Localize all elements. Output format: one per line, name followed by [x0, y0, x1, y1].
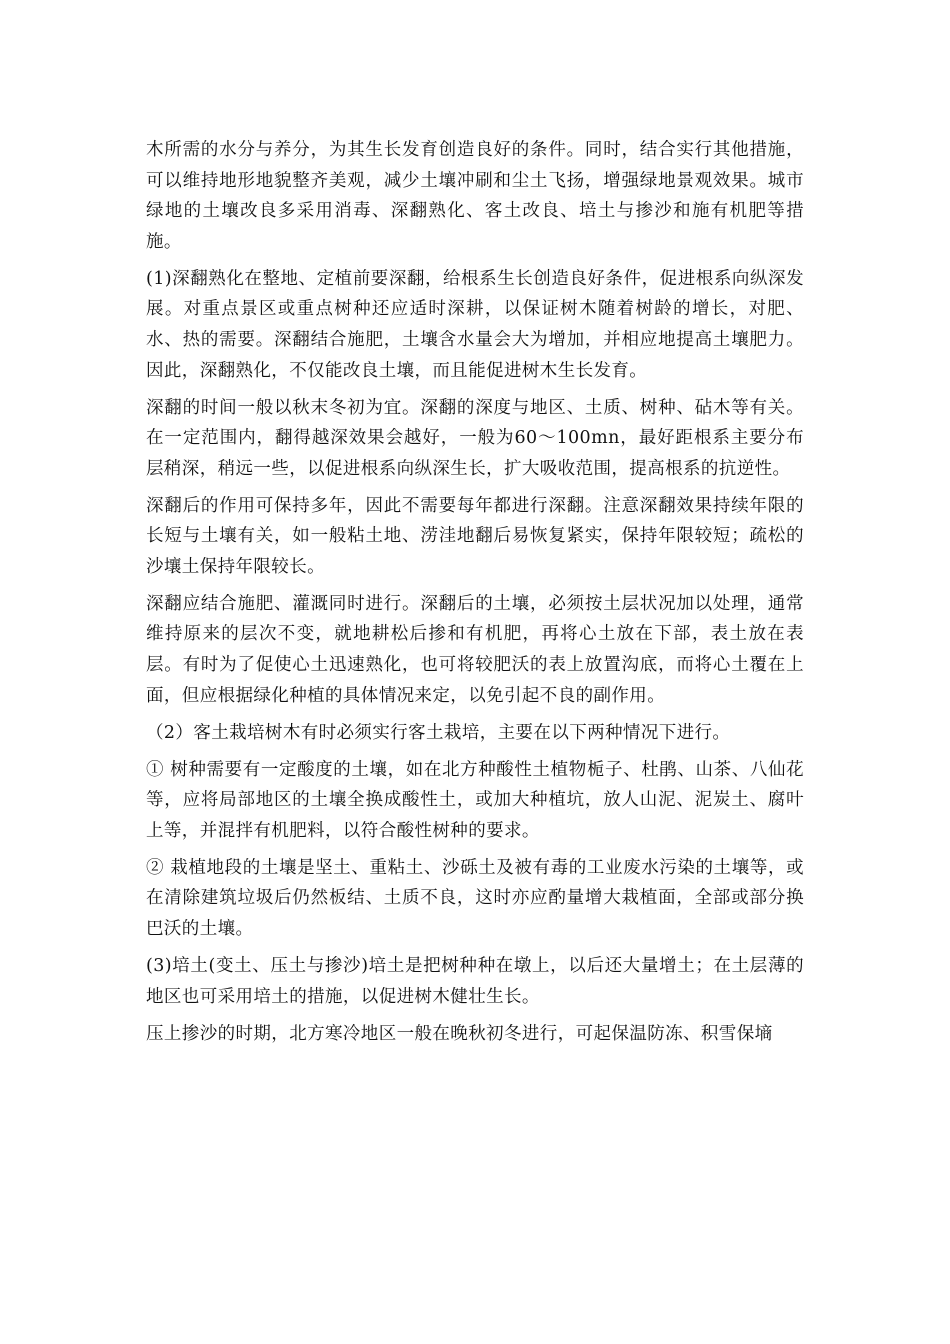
paragraph-tillage-duration: 深翻后的作用可保持多年，因此不需要每年都进行深翻。注意深翻效果持续年限的长短与土壤有关，如一般粘土地、涝洼地翻后易恢复紧实，保持年限较短；疏松的沙壤土保持年限较长。 — [146, 495, 804, 577]
paragraph-sand-mixing-timing: 压上掺沙的时期，北方寒冷地区一般在晚秋初冬进行，可起保温防冻、积雪保墒 — [146, 1023, 773, 1044]
paragraph-deep-tillage: (1)深翻熟化在整地、定植前要深翻，给根系生长创造良好条件，促进根系向纵深发展。对重点景区或重点树种还应适时深耕，以保证树木随着树龄的增长，对肥、水、热的需要。深翻结合施肥，土壤含水量会大为增加，并相应地提高土壤肥力。因此，深翻熟化，不仅能改良土壤，而且能促进树木生长发育。 — [146, 268, 804, 381]
paragraph-tillage-with-fertilizer: 深翻应结合施肥、灌溉同时进行。深翻后的土壤，必须按土层状况加以处理，通常维持原来的层次不变，就地耕松后掺和有机肥，再将心土放在下部，表土放在表层。有时为了促使心土迅速熟化，也可将较肥沃的表上放置沟底，而将心土覆在上面，但应根据绿化种植的具体情况来定，以免引起不良的副作用。 — [146, 593, 804, 706]
document-body — [146, 135, 804, 1056]
paragraph-soil-improvement-intro: 木所需的水分与养分，为其生长发育创造良好的条件。同时，结合实行其他措施，可以维持地形地貌整齐美观，减少土壤冲刷和尘土飞扬，增强绿地景观效果。城市绿地的土壤改良多采用消毒、深翻熟化、客土改良、培土与掺沙和施有机肥等措施。 — [146, 140, 804, 252]
paragraph-poor-soil-case: ② 栽植地段的土壤是坚土、重粘土、沙砾土及被有毒的工业废水污染的土壤等，或在清除建筑垃圾后仍然板结、土质不良，这时亦应酌量增大栽植面，全部或部分换巴沃的土壤。 — [146, 857, 804, 939]
paragraph-earthing-up: (3)培土(变土、压土与掺沙)培土是把树种种在墩上，以后还大量增土；在土层薄的地区也可采用培土的措施，以促进树木健壮生长。 — [146, 955, 804, 1007]
paragraph-soil-replacement: （2）客土栽培树木有时必须实行客土栽培，主要在以下两种情况下进行。 — [146, 722, 731, 743]
paragraph-tillage-timing-depth: 深翻的时间一般以秋末冬初为宜。深翻的深度与地区、土质、树种、砧木等有关。在一定范围内，翻得越深效果会越好，一般为60～100mn，最好距根系主要分布层稍深，稍远一些，以促进根系向纵深生长，扩大吸收范围，提高根系的抗逆性。 — [146, 397, 804, 479]
paragraph-acid-soil-case: ① 树种需要有一定酸度的土壤，如在北方种酸性土植物栀子、杜鹃、山茶、八仙花等，应将局部地区的土壤全换成酸性土，或加大种植坑，放人山泥、泥炭土、腐叶上等，并混拌有机肥料，以符合酸性树种的要求。 — [146, 759, 804, 841]
